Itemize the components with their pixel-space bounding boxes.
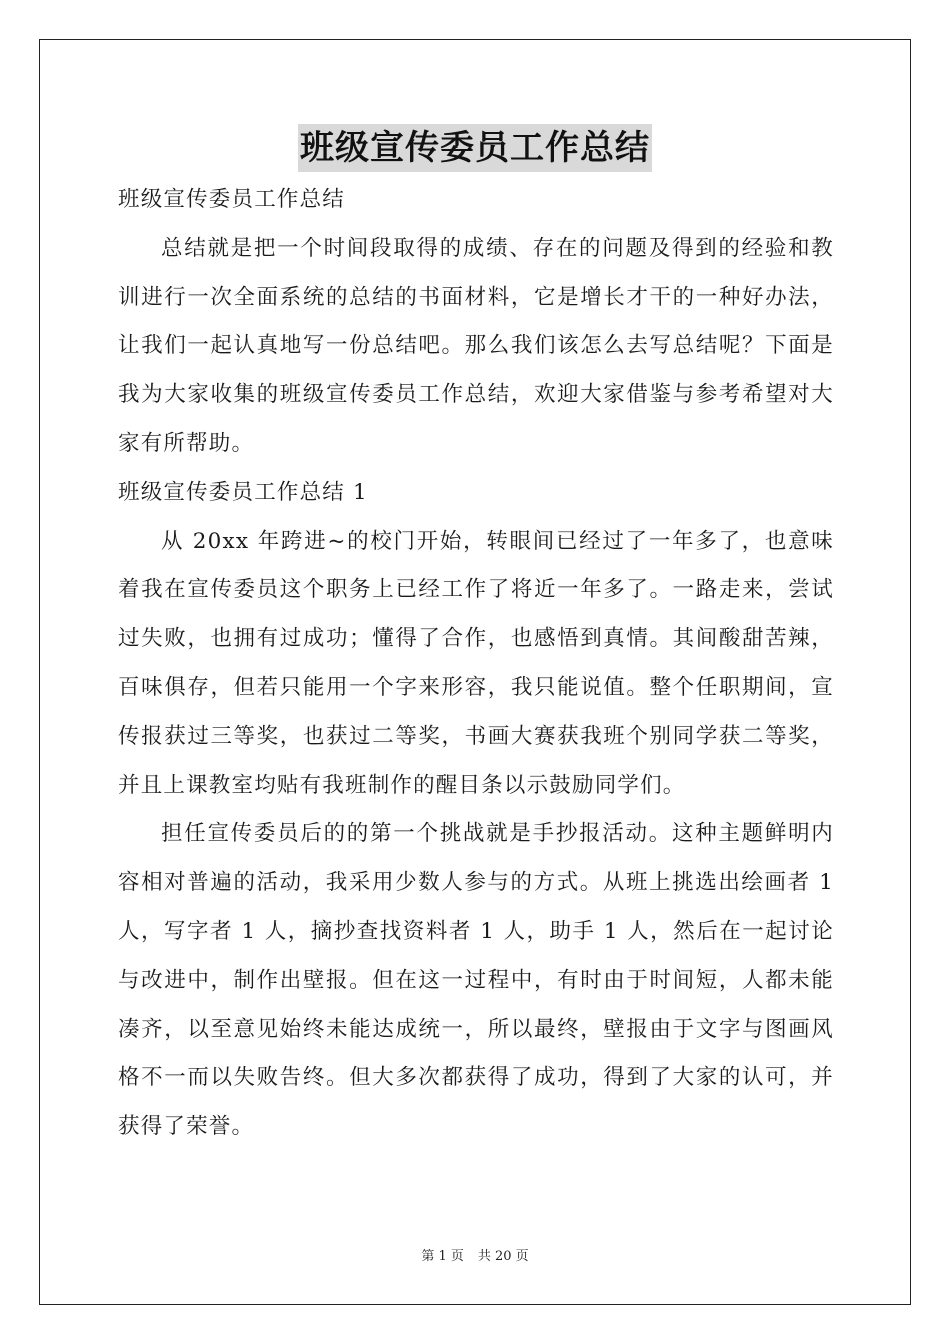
intro-paragraph: 总结就是把一个时间段取得的成绩、存在的问题及得到的经验和教训进行一次全面系统的总结的书面材料，它是增长才干的一种好办法，让我们一起认真地写一份总结吧。那么我们该怎么去写总结呢？下面是我为大家收集的班级宣传委员工作总结，欢迎大家借鉴与参考希望对大家有所帮助。 <box>118 235 834 456</box>
body-paragraph: 从 20xx 年跨进~的校门开始，转眼间已经过了一年多了，也意味着我在宣传委员这个职务上已经工作了将近一年多了。一路走来，尝试过失败，也拥有过成功；懂得了合作，也感悟到真情。其间酸甜苦辣，百味俱存，但若只能用一个字来形容，我只能说值。整个任职期间，宣传报获过三等奖，也获过二等奖，书画大赛获我班个别同学获二等奖，并且上课教室均贴有我班制作的醒目条以示鼓励同学们。 <box>118 528 834 798</box>
section-heading: 班级宣传委员工作总结 1 <box>118 479 368 505</box>
title-area <box>0 124 950 172</box>
page-number: 第 1 页 <box>421 1249 464 1264</box>
document-title: 班级宣传委员工作总结 <box>298 124 652 172</box>
document-body <box>118 176 834 1152</box>
document-subtitle: 班级宣传委员工作总结 <box>118 187 346 212</box>
body-paragraph: 担任宣传委员后的的第一个挑战就是手抄报活动。这种主题鲜明内容相对普遍的活动，我采用少数人参与的方式。从班上挑选出绘画者 1 人，写字者 1 人，摘抄查找资料者 1 人，助手 1 人，然后在一起讨论与改进中，制作出壁报。但在这一过程中，有时由于时间短，人都未能凑齐，以至意见始终未能达成统一，所以最终，壁报由于文字与图画风格不一而以失败告终。但大多次都获得了成功，得到了大家的认可，并获得了荣誉。 <box>118 821 834 1140</box>
page-footer <box>0 1245 950 1264</box>
page-total: 共 20 页 <box>477 1249 529 1264</box>
